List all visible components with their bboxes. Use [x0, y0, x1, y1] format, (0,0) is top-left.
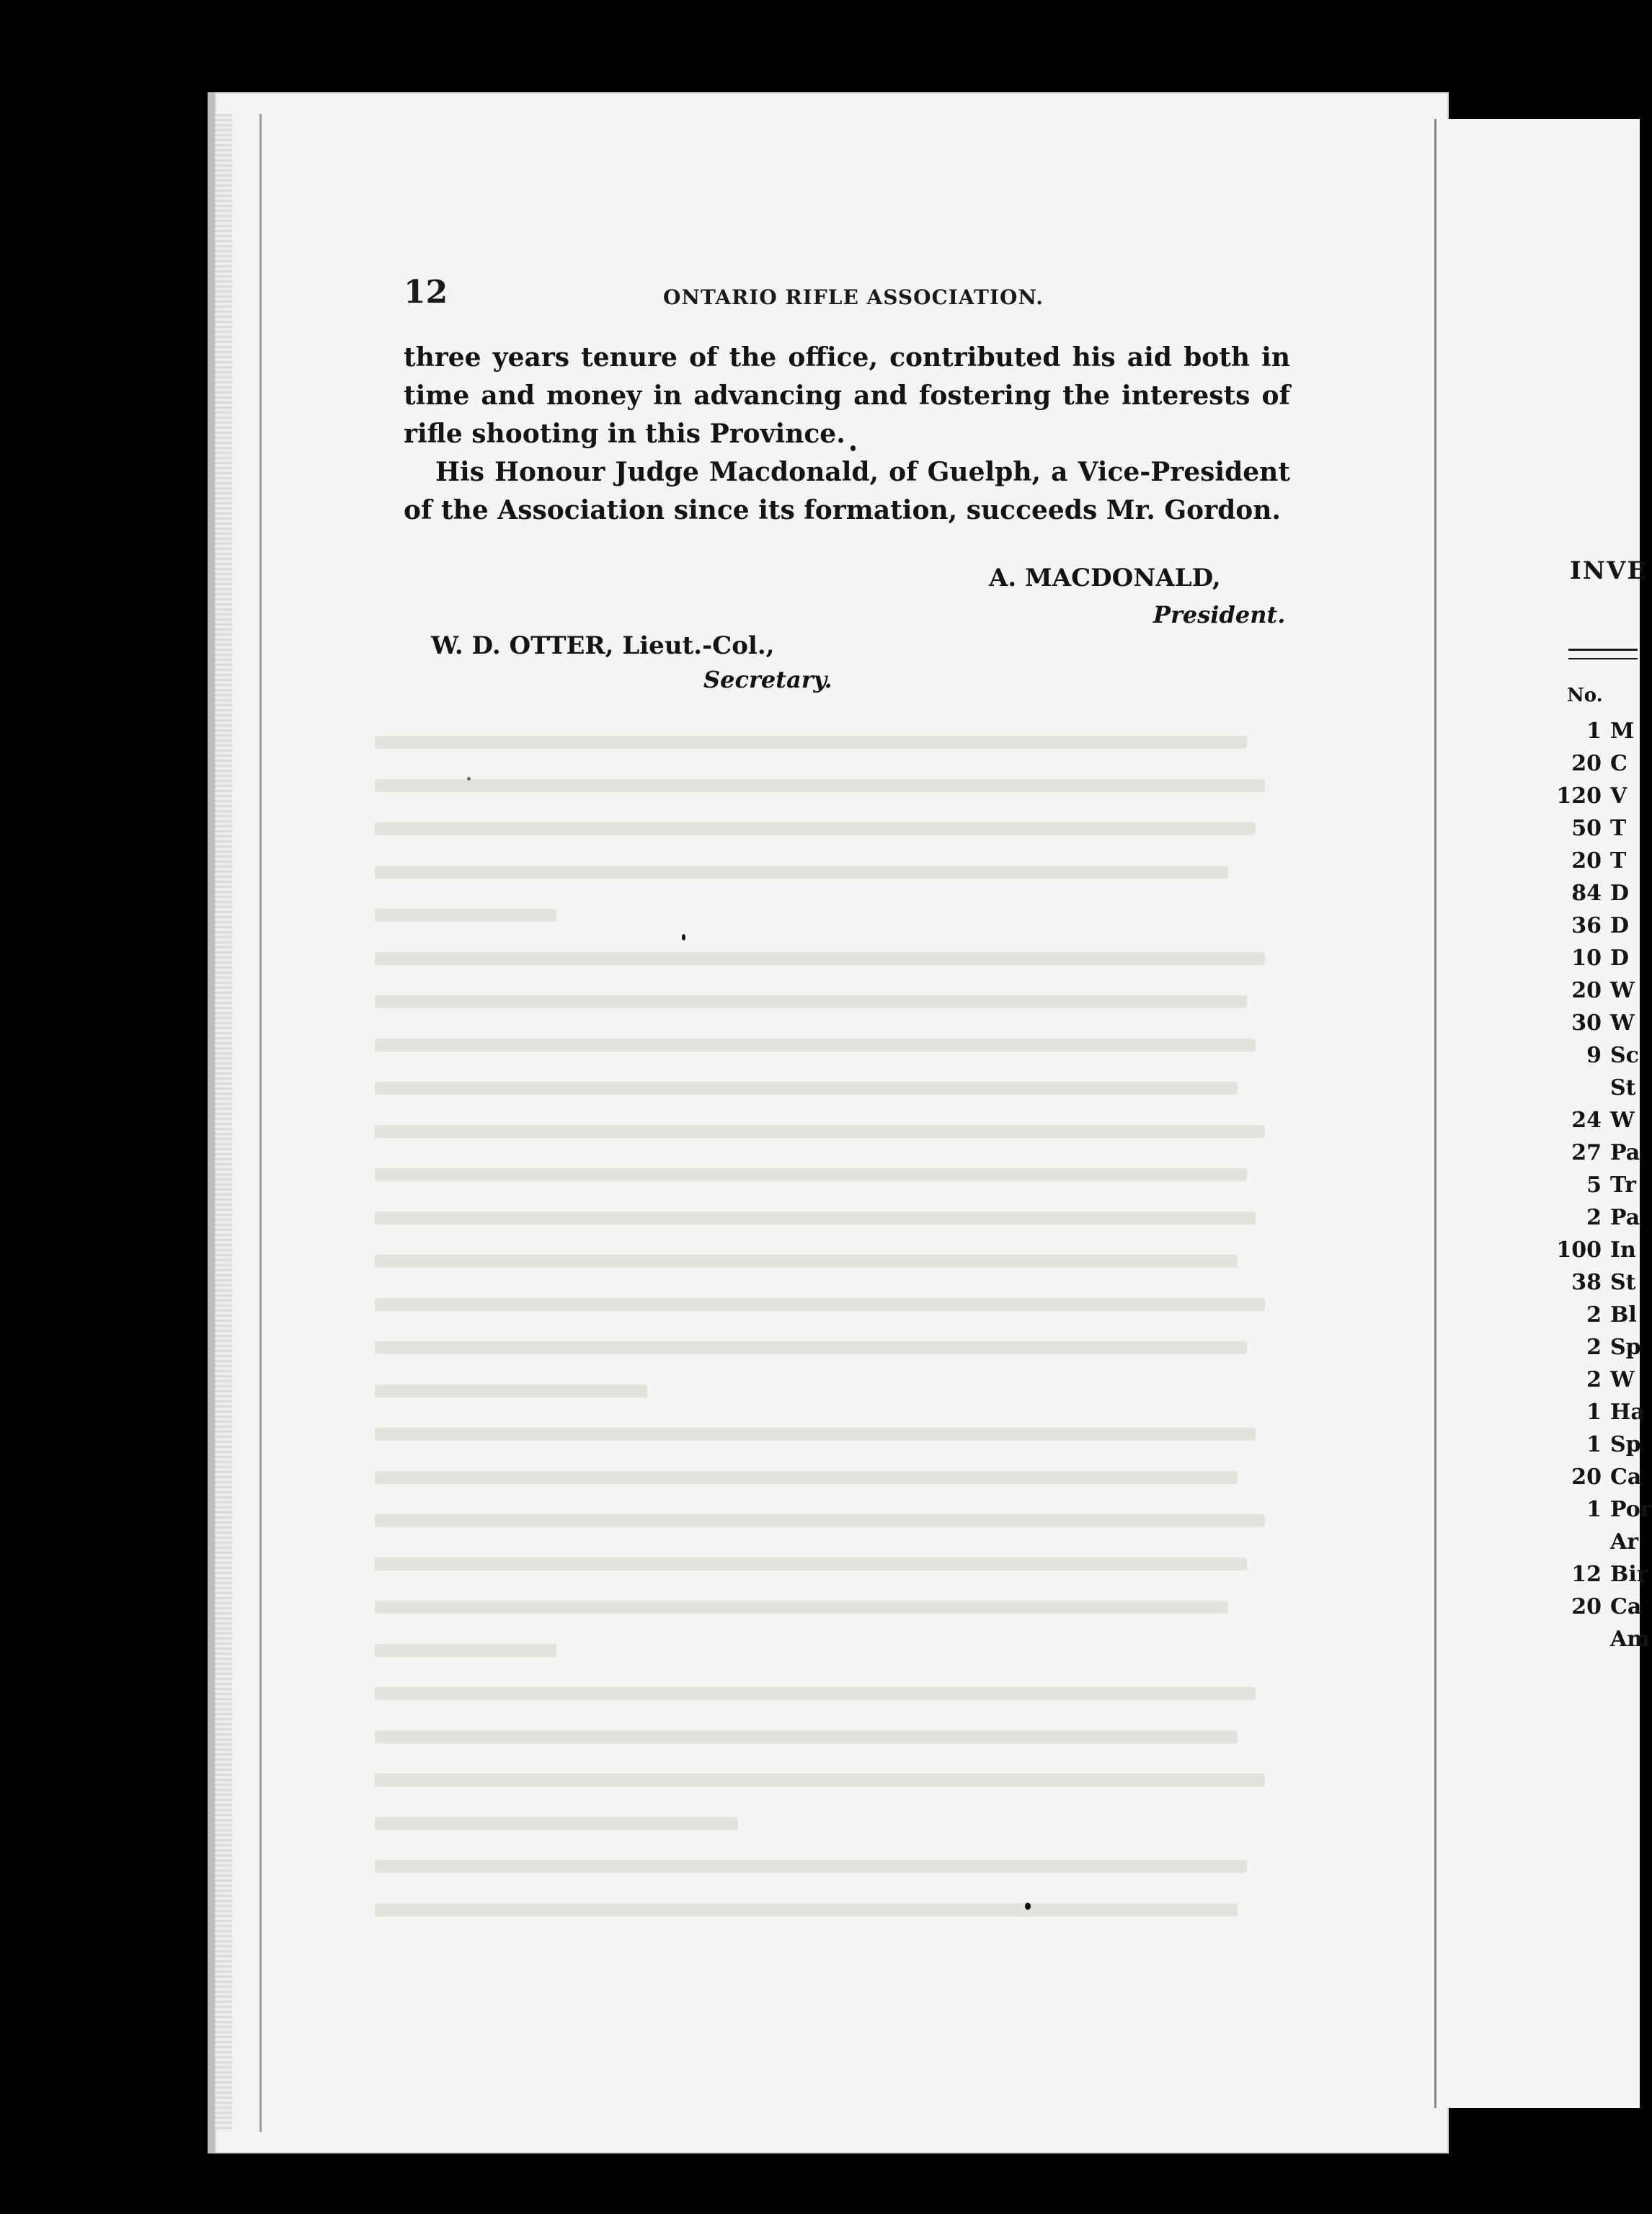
inventory-qty: 2 — [1586, 1302, 1602, 1328]
speck — [1025, 1903, 1031, 1910]
inventory-qty: 50 — [1571, 816, 1602, 841]
inventory-qty: 9 — [1586, 1043, 1602, 1068]
inventory-item: Bir — [1610, 1562, 1648, 1587]
inventory-item: Tr — [1610, 1173, 1636, 1198]
inventory-item: Sp — [1610, 1335, 1641, 1360]
inventory-row — [1542, 1234, 1638, 1266]
inventory-qty: 24 — [1571, 1108, 1602, 1133]
inventory-row — [1542, 1007, 1638, 1039]
inventory-row — [1542, 1169, 1638, 1201]
inventory-qty: 2 — [1586, 1335, 1602, 1360]
inventory-item: Bl — [1610, 1302, 1637, 1328]
inventory-row — [1542, 747, 1638, 780]
inventory-qty: 38 — [1571, 1270, 1602, 1295]
inventory-item: Sc — [1610, 1043, 1639, 1068]
inventory-item: W — [1610, 1108, 1635, 1133]
facing-page-column-header: No. — [1567, 685, 1603, 706]
inventory-list — [1542, 715, 1652, 1655]
inventory-qty: 1 — [1586, 1400, 1602, 1425]
inventory-qty: 1 — [1586, 1497, 1602, 1522]
inventory-item: Ca — [1610, 1464, 1642, 1490]
inventory-item: Pa — [1610, 1205, 1640, 1230]
inventory-row — [1542, 1331, 1641, 1364]
speck — [467, 777, 471, 781]
inventory-row — [1542, 1623, 1651, 1655]
inventory-item: Ca — [1610, 1594, 1642, 1619]
speck — [682, 934, 685, 941]
inventory-qty: 30 — [1571, 1010, 1602, 1036]
inventory-item: Sp — [1610, 1432, 1641, 1457]
inventory-item: M — [1610, 719, 1635, 744]
inventory-item: Por — [1610, 1497, 1652, 1522]
inventory-item: C — [1610, 751, 1627, 776]
inventory-row — [1542, 910, 1638, 942]
inventory-row — [1542, 942, 1638, 974]
inventory-row — [1542, 974, 1638, 1007]
inventory-item: Ar — [1610, 1529, 1639, 1555]
inventory-row — [1542, 1493, 1652, 1526]
inventory-row — [1542, 1428, 1641, 1461]
inventory-item: W — [1610, 978, 1635, 1003]
inventory-row — [1542, 780, 1638, 812]
inventory-row — [1542, 1039, 1638, 1072]
inventory-qty: 20 — [1571, 751, 1602, 776]
inventory-qty: 12 — [1571, 1562, 1602, 1587]
inventory-qty: 20 — [1571, 978, 1602, 1003]
inventory-row — [1542, 1137, 1638, 1169]
inventory-qty: 2 — [1586, 1205, 1602, 1230]
inventory-row — [1542, 1461, 1642, 1493]
inventory-item: D — [1610, 913, 1630, 938]
inventory-item: W — [1610, 1010, 1635, 1036]
inventory-row — [1542, 1104, 1638, 1137]
signatory-name: A. MACDONALD, — [989, 564, 1221, 592]
inventory-row — [1542, 715, 1638, 747]
body-text — [404, 339, 1290, 530]
inventory-row — [1542, 812, 1638, 845]
inventory-row — [1542, 1364, 1638, 1396]
inventory-item: Ha — [1610, 1400, 1645, 1425]
inventory-qty: 20 — [1571, 848, 1602, 873]
inventory-item: In — [1610, 1237, 1636, 1263]
inventory-item: T — [1610, 816, 1627, 841]
inventory-item: W — [1610, 1367, 1635, 1392]
inventory-qty: 2 — [1586, 1367, 1602, 1392]
inventory-qty: 5 — [1586, 1173, 1602, 1198]
inventory-qty: 1 — [1586, 1432, 1602, 1457]
signatory-title: President. — [1153, 601, 1286, 628]
inventory-qty: 10 — [1571, 946, 1602, 971]
inventory-item: D — [1610, 881, 1630, 906]
inventory-qty: 20 — [1571, 1594, 1602, 1619]
running-head: ONTARIO RIFLE ASSOCIATION. — [663, 285, 1044, 309]
inventory-row — [1542, 1266, 1638, 1299]
inventory-qty: 36 — [1571, 913, 1602, 938]
inventory-qty: 27 — [1571, 1140, 1602, 1165]
inventory-item: Pa — [1610, 1140, 1640, 1165]
secretary-name: W. D. OTTER, Lieut.-Col., — [431, 631, 775, 660]
secretary-title: Secretary. — [703, 666, 832, 693]
page-number: 12 — [404, 274, 448, 311]
inventory-qty: 1 — [1586, 719, 1602, 744]
inventory-qty: 120 — [1556, 783, 1602, 809]
paragraph-1: three years tenure of the office, contributed his aid both in time and money in advancing and fostering the interests of rifle shooting in this Province. — [404, 342, 1290, 449]
inventory-row — [1542, 1072, 1638, 1104]
paragraph-2: His Honour Judge Macdonald, of Guelph, a Vice-President of the Association since its formation, succeeds Mr. Gordon. — [404, 457, 1290, 525]
inventory-qty: 100 — [1556, 1237, 1602, 1263]
inventory-row — [1542, 877, 1638, 910]
inventory-qty: 20 — [1571, 1464, 1602, 1490]
speck — [851, 445, 856, 451]
facing-page-rule — [1568, 649, 1638, 659]
inventory-item: St — [1610, 1270, 1636, 1295]
inventory-row — [1542, 1396, 1645, 1428]
inventory-item: V — [1610, 783, 1627, 809]
inventory-row — [1542, 1591, 1642, 1623]
inventory-qty: 84 — [1571, 881, 1602, 906]
inventory-item: T — [1610, 848, 1627, 873]
inventory-item: Am — [1610, 1627, 1651, 1652]
inventory-row — [1542, 1526, 1638, 1558]
facing-page-heading: INVE — [1570, 556, 1648, 585]
inventory-row — [1542, 1558, 1648, 1591]
inventory-item: D — [1610, 946, 1630, 971]
inventory-row — [1542, 845, 1638, 877]
page-edge — [215, 114, 232, 2132]
inventory-item: St — [1610, 1075, 1636, 1101]
inventory-row — [1542, 1299, 1638, 1331]
inventory-row — [1542, 1201, 1638, 1234]
